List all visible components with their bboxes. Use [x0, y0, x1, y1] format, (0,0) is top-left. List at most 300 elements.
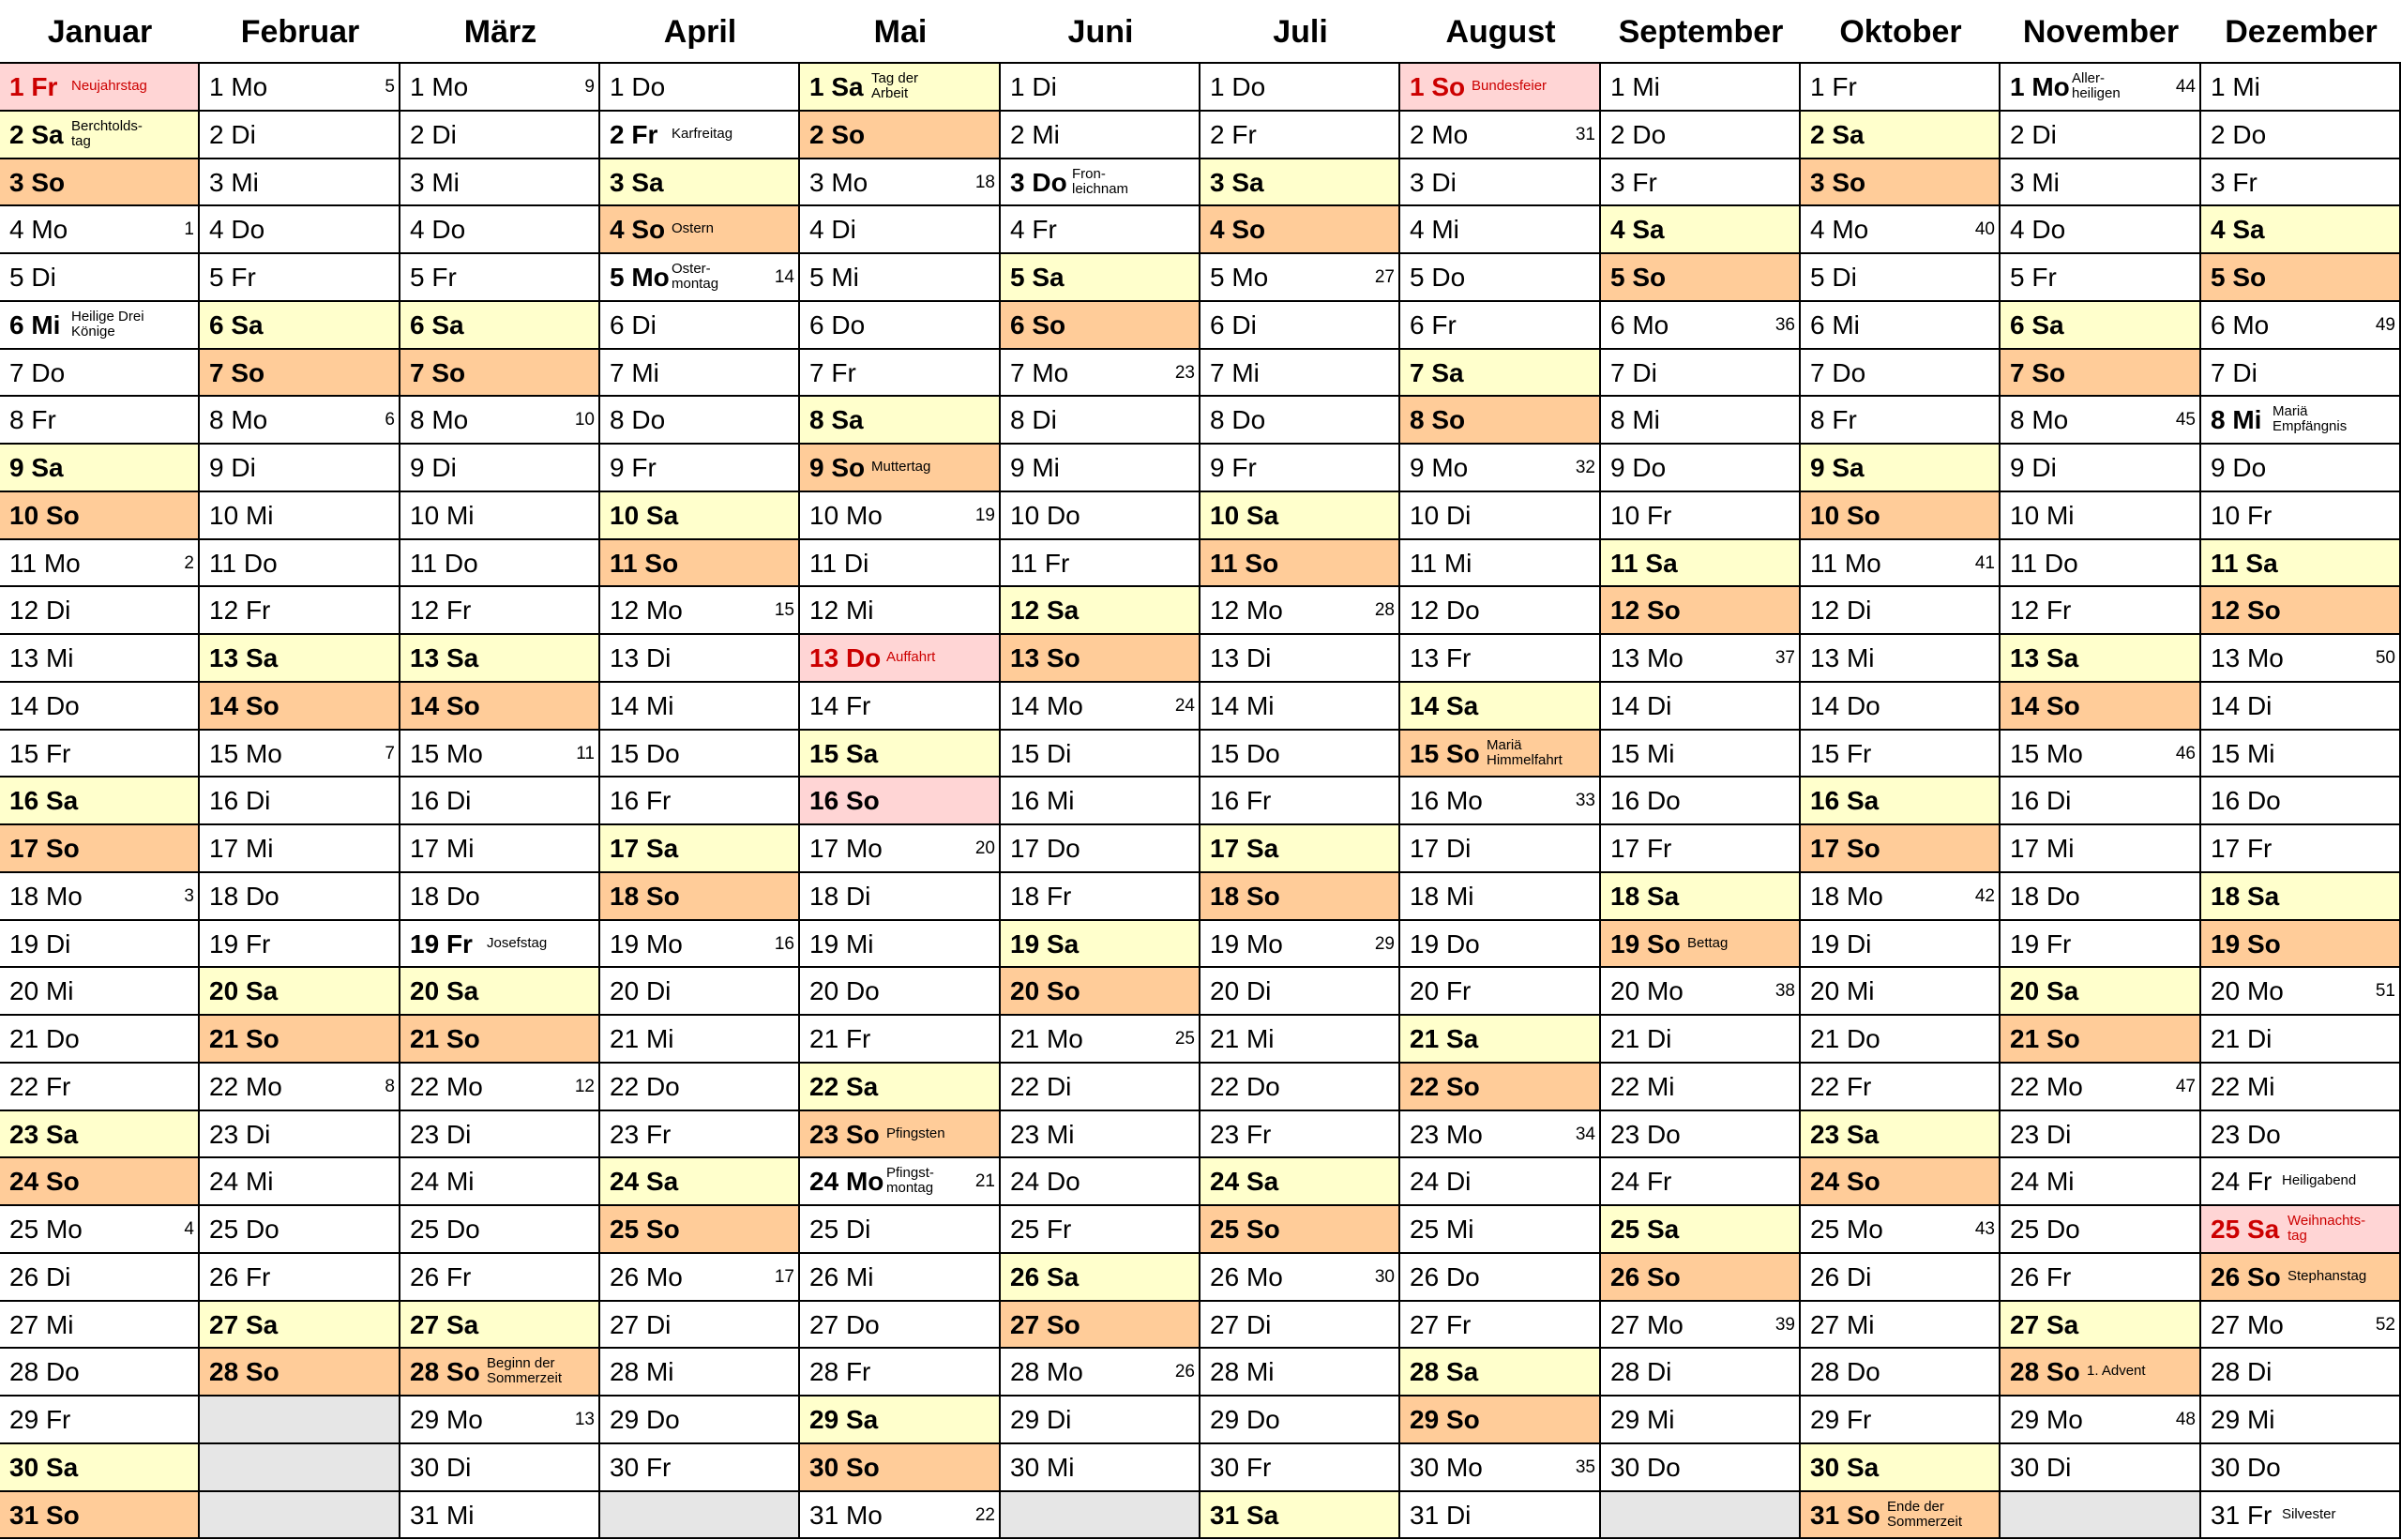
weekday: Di [1231, 310, 1257, 340]
week-number: 16 [774, 933, 794, 954]
day-number: 27 [1410, 1309, 1440, 1339]
empty-day-cell [600, 1492, 800, 1540]
holiday-note: Weihnachts- tag [2288, 1213, 2366, 1244]
day-label [1210, 1064, 1280, 1110]
weekday: Mo [1646, 643, 1684, 672]
weekday: Do [645, 738, 680, 768]
day-label [209, 1064, 282, 1110]
day-number: 20 [1610, 976, 1640, 1006]
weekday: Fr [1632, 167, 1657, 197]
weekday: Do [1046, 1167, 1080, 1197]
day-label [1210, 1302, 1271, 1349]
day-label [809, 1492, 883, 1539]
weekday: Mi [1632, 72, 1660, 101]
weekday: Di [1846, 596, 1872, 626]
day-cell [800, 921, 1001, 969]
day-label [1010, 540, 1069, 587]
day-cell [1400, 350, 1601, 398]
day-number: 31 [1810, 1500, 1840, 1530]
weekday: Sa [1231, 167, 1264, 197]
day-label [610, 1349, 673, 1396]
day-label [1010, 683, 1083, 730]
day-cell [2001, 350, 2201, 398]
weekday: Sa [845, 1405, 879, 1434]
day-label [1410, 1397, 1480, 1443]
day-label [1610, 492, 1671, 539]
weekday: Mi [445, 1167, 475, 1197]
weekday: So [431, 357, 466, 387]
day-label [1010, 825, 1080, 872]
day-cell [600, 1158, 800, 1206]
day-cell [1801, 112, 2001, 159]
holiday-note: Bundesfeier [1472, 78, 1548, 94]
weekday: Di [1032, 405, 1057, 435]
day-label [2010, 64, 2070, 111]
day-cell [1200, 112, 1400, 159]
day-label [2211, 1397, 2274, 1443]
weekday: Mo [1231, 263, 1269, 292]
day-number: 15 [610, 738, 640, 768]
day-number: 2 [610, 119, 625, 149]
weekday: Fr [245, 1261, 271, 1291]
day-number: 28 [9, 1357, 39, 1387]
day-label [1410, 492, 1471, 539]
weekday: Mo [245, 1071, 282, 1101]
day-cell [800, 635, 1001, 683]
day-label [209, 731, 282, 778]
day-number: 26 [2010, 1261, 2040, 1291]
week-number: 14 [774, 267, 794, 287]
day-cell [800, 683, 1001, 731]
day-number: 29 [1210, 1405, 1240, 1434]
weekday: Fr [1445, 1309, 1472, 1339]
weekday: Sa [2046, 643, 2079, 672]
weekday: Sa [1846, 786, 1880, 816]
day-number: 25 [1010, 1215, 1040, 1244]
day-number: 14 [2211, 690, 2241, 720]
day-cell [1601, 587, 1801, 635]
day-cell [600, 302, 800, 350]
day-label [1410, 1349, 1478, 1396]
weekday: Mi [1846, 1309, 1875, 1339]
day-number: 21 [2010, 1024, 2040, 1053]
day-label [1010, 873, 1071, 920]
weekday: Do [231, 215, 265, 245]
week-number: 9 [584, 77, 595, 97]
week-number: 3 [184, 885, 194, 906]
day-label [1810, 159, 1865, 206]
day-number: 26 [209, 1261, 239, 1291]
day-label [1410, 1206, 1473, 1253]
holiday-note: Josefstag [487, 934, 548, 951]
weekday: Mi [45, 976, 74, 1006]
day-cell [400, 1254, 600, 1302]
week-number: 21 [974, 1171, 995, 1192]
day-number: 7 [1410, 357, 1425, 387]
weekday: Do [1032, 167, 1067, 197]
weekday: Mo [2046, 738, 2083, 768]
weekday: Sa [445, 976, 479, 1006]
day-label [809, 921, 873, 968]
day-cell [400, 1111, 600, 1159]
day-number: 19 [809, 929, 839, 959]
weekday: Mo [2031, 405, 2069, 435]
day-cell [1601, 1302, 1801, 1350]
day-cell [1200, 492, 1400, 540]
day-cell [600, 445, 800, 492]
day-number: 25 [1810, 1215, 1840, 1244]
weekday: Mi [831, 263, 859, 292]
day-cell [2001, 825, 2201, 873]
day-label [809, 254, 859, 301]
day-cell [2001, 159, 2201, 207]
day-cell [1801, 302, 2001, 350]
day-label [1410, 254, 1465, 301]
day-number: 2 [2010, 119, 2025, 149]
day-number: 1 [1610, 72, 1625, 101]
weekday: So [1245, 548, 1279, 578]
day-cell [2001, 64, 2201, 112]
day-number: 6 [9, 310, 24, 340]
day-label [809, 778, 880, 824]
day-label [1810, 1158, 1880, 1205]
day-label [410, 683, 480, 730]
day-number: 17 [209, 834, 239, 863]
weekday: Fr [1832, 72, 1857, 101]
day-number: 21 [1210, 1024, 1240, 1053]
weekday: Do [845, 976, 880, 1006]
day-number: 21 [1610, 1024, 1640, 1053]
day-label [1610, 350, 1657, 397]
day-label [410, 112, 457, 159]
day-number: 21 [410, 1024, 440, 1053]
day-label [1010, 1064, 1071, 1110]
month-header: November [2022, 14, 2180, 50]
weekday: Fr [645, 786, 672, 816]
day-cell [1801, 1158, 2001, 1206]
day-cell [1001, 873, 1200, 921]
weekday: Mo [2246, 976, 2284, 1006]
weekday: Sa [245, 643, 279, 672]
day-number: 27 [410, 1309, 440, 1339]
day-label [1210, 112, 1257, 159]
day-number: 13 [610, 643, 640, 672]
day-number: 20 [1210, 976, 1240, 1006]
day-label [410, 1016, 480, 1063]
weekday: Mo [2046, 1071, 2083, 1101]
weekday: Fr [1846, 1071, 1872, 1101]
day-number: 2 [209, 119, 224, 149]
day-number: 29 [1810, 1405, 1840, 1434]
day-label [1810, 540, 1881, 587]
day-number: 6 [1010, 310, 1025, 340]
day-label [1410, 1158, 1471, 1205]
day-number: 15 [1010, 738, 1040, 768]
weekday: Di [2246, 1357, 2273, 1387]
day-number: 30 [410, 1452, 440, 1482]
day-label [2010, 445, 2057, 491]
weekday: Do [445, 881, 480, 911]
day-label [1210, 1016, 1274, 1063]
day-label [9, 397, 56, 444]
weekday: Di [1646, 1024, 1672, 1053]
day-cell [400, 445, 600, 492]
weekday: Sa [2246, 881, 2280, 911]
day-label [2010, 635, 2078, 682]
day-number: 14 [1810, 690, 1840, 720]
day-number: 25 [1410, 1215, 1440, 1244]
day-number: 25 [410, 1215, 440, 1244]
day-label [610, 302, 657, 349]
weekday: Mo [45, 1215, 83, 1244]
day-cell [1400, 540, 1601, 588]
day-cell [200, 1349, 400, 1397]
day-label [2211, 1254, 2281, 1301]
day-cell [1801, 254, 2001, 302]
day-number: 22 [1610, 1071, 1640, 1101]
day-cell [2201, 254, 2401, 302]
month-header: März [463, 14, 537, 50]
day-cell [0, 635, 200, 683]
day-number: 19 [2211, 929, 2241, 959]
day-cell [1400, 587, 1601, 635]
weekday: Mo [2046, 1405, 2083, 1434]
weekday: Di [1846, 1261, 1872, 1291]
weekday: So [1445, 1071, 1480, 1101]
day-label [2010, 778, 2071, 824]
day-label [1010, 206, 1057, 253]
day-cell [2001, 112, 2201, 159]
day-cell [1400, 112, 1601, 159]
day-cell [2001, 778, 2201, 825]
day-cell [200, 206, 400, 254]
day-label [1010, 112, 1060, 159]
holiday-note: Karfreitag [672, 125, 733, 142]
day-label [1210, 397, 1265, 444]
day-label [209, 635, 278, 682]
day-cell [2001, 1397, 2201, 1444]
day-label [2010, 1302, 2078, 1349]
day-number: 24 [209, 1167, 239, 1197]
day-number: 12 [1210, 596, 1240, 626]
day-cell [600, 159, 800, 207]
day-number: 27 [1210, 1309, 1240, 1339]
weekday: Do [1846, 1024, 1880, 1053]
day-cell [1801, 1444, 2001, 1492]
weekday: So [2046, 1357, 2080, 1387]
day-label [9, 350, 65, 397]
day-cell [1400, 445, 1601, 492]
day-label [610, 587, 683, 634]
weekday: Do [2046, 881, 2080, 911]
day-cell [600, 778, 800, 825]
day-label [1410, 1492, 1471, 1539]
day-number: 10 [1610, 500, 1640, 530]
day-number: 4 [209, 215, 224, 245]
weekday: So [2246, 1261, 2281, 1291]
day-label [1610, 731, 1674, 778]
weekday: Fr [45, 1405, 71, 1434]
weekday: Di [1646, 1357, 1672, 1387]
day-label [410, 873, 480, 920]
week-number: 5 [385, 77, 395, 97]
weekday: Mi [45, 1309, 74, 1339]
week-number: 32 [1575, 458, 1595, 477]
weekday: Di [1246, 976, 1272, 1006]
day-cell [1200, 445, 1400, 492]
day-number: 19 [9, 929, 39, 959]
day-label [1610, 1444, 1681, 1491]
day-number: 22 [610, 1071, 640, 1101]
day-number: 12 [809, 596, 839, 626]
weekday: So [1445, 1405, 1480, 1434]
day-cell [400, 825, 600, 873]
day-cell [600, 825, 800, 873]
weekday: Fr [1046, 1215, 1072, 1244]
day-label [2211, 350, 2258, 397]
day-cell [0, 1016, 200, 1064]
day-cell [800, 1158, 1001, 1206]
weekday: Mo [1046, 690, 1083, 720]
day-cell [1801, 587, 2001, 635]
weekday: Fr [845, 1357, 871, 1387]
day-number: 13 [1610, 643, 1640, 672]
day-number: 24 [809, 1167, 839, 1197]
day-cell [1400, 1492, 1601, 1540]
day-label [1610, 1016, 1671, 1063]
day-cell [400, 1492, 600, 1540]
weekday: Do [1646, 1119, 1681, 1149]
weekday: So [31, 167, 66, 197]
day-label [2211, 540, 2278, 587]
day-cell [2201, 1064, 2401, 1111]
weekday: Mi [2246, 1405, 2275, 1434]
day-number: 6 [2010, 310, 2025, 340]
day-label [1210, 683, 1274, 730]
day-label [9, 64, 57, 111]
day-cell [400, 1444, 600, 1492]
day-number: 26 [1010, 1261, 1040, 1291]
weekday: So [45, 1500, 80, 1530]
day-label [1010, 1302, 1080, 1349]
day-cell [1001, 302, 1200, 350]
weekday: Do [1646, 786, 1681, 816]
day-label [2211, 254, 2266, 301]
day-label [2010, 492, 2074, 539]
day-number: 23 [410, 1119, 440, 1149]
weekday: Mo [431, 72, 469, 101]
day-cell [200, 587, 400, 635]
day-label [610, 1064, 680, 1110]
weekday: Fr [2246, 1167, 2273, 1197]
day-cell [2001, 397, 2201, 445]
weekday: So [845, 1119, 880, 1149]
day-cell [1001, 112, 1200, 159]
month-header: Februar [240, 14, 360, 50]
day-label [9, 302, 60, 349]
week-number: 25 [1174, 1029, 1195, 1049]
day-number: 6 [1810, 310, 1825, 340]
day-number: 8 [2010, 405, 2025, 435]
weekday: Mo [31, 215, 68, 245]
weekday: Di [445, 1452, 472, 1482]
weekday: Mi [2046, 834, 2075, 863]
day-number: 9 [610, 453, 625, 482]
weekday: Di [1445, 500, 1472, 530]
day-label [209, 778, 270, 824]
day-number: 15 [809, 738, 839, 768]
day-label [1410, 1016, 1478, 1063]
day-cell [1200, 350, 1400, 398]
day-number: 7 [2211, 357, 2226, 387]
day-number: 7 [410, 357, 425, 387]
day-cell [0, 254, 200, 302]
weekday: Di [45, 1261, 71, 1291]
weekday: Sa [2246, 1215, 2280, 1244]
weekday: Fr [231, 263, 256, 292]
day-label [2211, 397, 2261, 444]
day-number: 11 [2211, 548, 2239, 578]
week-number: 18 [974, 172, 995, 192]
day-label [1210, 540, 1278, 587]
weekday: Fr [2246, 500, 2273, 530]
day-number: 10 [809, 500, 839, 530]
day-number: 29 [9, 1405, 39, 1434]
day-cell [1200, 1302, 1400, 1350]
day-number: 29 [1410, 1405, 1440, 1434]
day-label [209, 1206, 279, 1253]
day-number: 17 [809, 834, 839, 863]
day-label [1610, 1349, 1671, 1396]
weekday: Do [1046, 500, 1080, 530]
day-label [809, 64, 864, 111]
weekday: Fr [1246, 786, 1272, 816]
day-number: 15 [9, 738, 39, 768]
weekday: Di [645, 976, 672, 1006]
weekday: Mo [445, 1405, 483, 1434]
day-cell [2201, 778, 2401, 825]
weekday: Di [1046, 738, 1072, 768]
day-cell [1801, 1492, 2001, 1540]
day-cell [400, 1206, 600, 1254]
day-cell [400, 302, 600, 350]
day-label [9, 112, 64, 159]
weekday: Di [631, 310, 657, 340]
day-label [9, 587, 70, 634]
day-cell [400, 492, 600, 540]
day-label [410, 825, 474, 872]
day-cell [2001, 1206, 2201, 1254]
day-cell [1001, 778, 1200, 825]
weekday: Mi [2031, 167, 2060, 197]
weekday: Mo [831, 167, 868, 197]
day-number: 26 [1210, 1261, 1240, 1291]
day-cell [1400, 683, 1601, 731]
day-number: 19 [410, 929, 440, 959]
day-label [2211, 64, 2260, 111]
day-label [1810, 1111, 1879, 1158]
weekday: Fr [2046, 596, 2072, 626]
day-number: 20 [2211, 976, 2241, 1006]
weekday: Fr [1445, 976, 1472, 1006]
day-label [209, 445, 256, 491]
day-cell [1200, 1206, 1400, 1254]
day-label [2010, 1444, 2071, 1491]
day-cell [1001, 587, 1200, 635]
day-label [1410, 778, 1483, 824]
day-cell [600, 1349, 800, 1397]
day-label [1810, 112, 1865, 159]
